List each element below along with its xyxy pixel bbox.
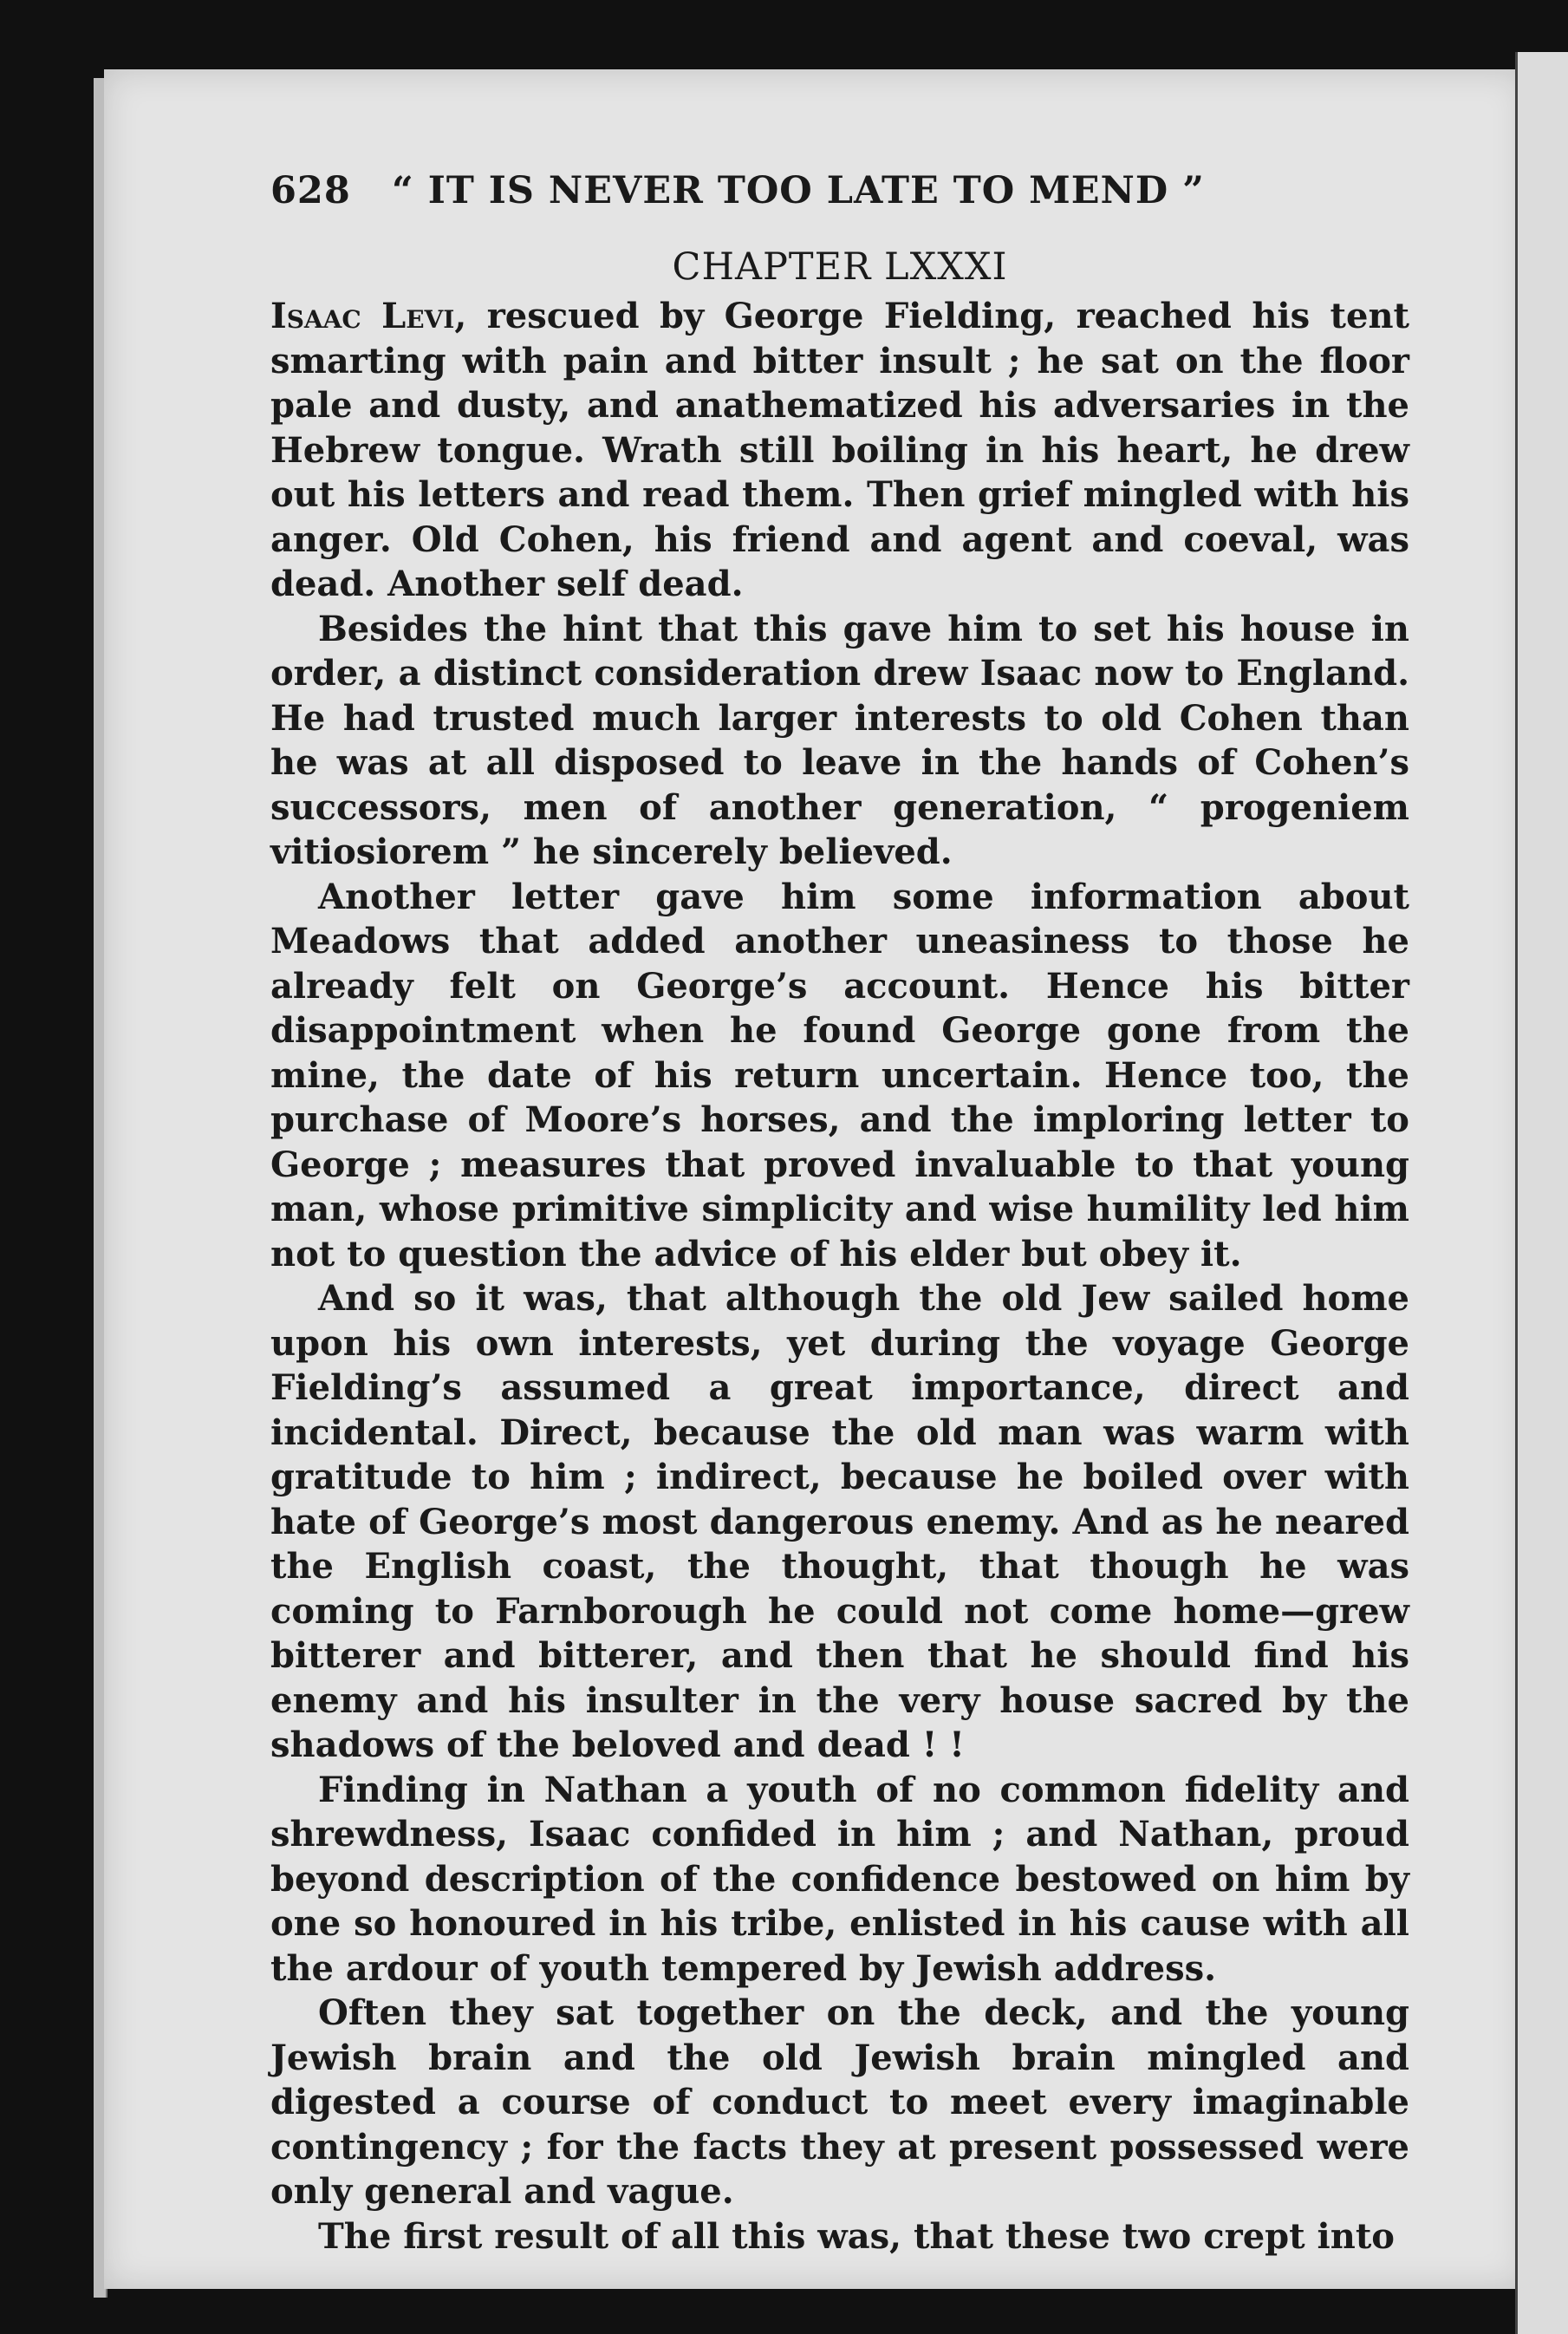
page-number: 628	[270, 169, 351, 212]
paragraph: And so it was, that although the old Jew sailed home upon his own interests, yet during the voyage George Fielding’s assumed a great importance, direct and incidental. Direct, because the old man was warm with gratitude to him ; indirect, because he boiled over with hate of George’s most dangerous enemy. And as he neared the English coast, the thought, that though he was coming to Farnborough he could not come home—grew bitterer and bitterer, and then that he should find his enemy and his insulter in the very house sacred by the shadows of the beloved and dead ! !	[270, 1278, 1409, 1765]
paragraph: Often they sat together on the deck, and the young Jewish brain and the old Jewish brain mingled and digested a course of conduct to meet every imaginable contingency ; for the facts they at present possessed were only general and vague.	[270, 1992, 1409, 2212]
paragraph	[270, 294, 1409, 607]
running-head	[270, 169, 1409, 221]
paragraph: Besides the hint that this gave him to set his house in order, a distinct consideration drew Isaac now to England. He had trusted much larger interests to old Cohen than he was at all disposed to leave in the hands of Cohen’s successors, men of another generation, “ progeniem vitiosiorem ” he sincerely believed.	[270, 608, 1409, 872]
running-title: “ IT IS NEVER TOO LATE TO MEND ”	[392, 169, 1205, 212]
paragraph-lead-small-caps: Isaac Levi,	[270, 296, 467, 336]
chapter-title: CHAPTER LXXXI	[672, 245, 1008, 289]
paragraph: Finding in Nathan a youth of no common fidelity and shrewdness, Isaac confided in him ; and Nathan, proud beyond description of the confidence bestowed on him by one so honoured in his tribe, enlisted in his cause with all the ardour of youth tempered by Jewish address.	[270, 1769, 1409, 1989]
text-block	[270, 169, 1409, 2259]
paragraph-text: rescued by George Fielding, reached his tent smarting with pain and bitter insult ; he sat on the floor pale and dusty, and anathematized his adversaries in the Hebrew tongue. Wrath still boiling in his heart, he drew out his letters and read them. Then grief mingled with his anger. Old Cohen, his friend and agent and coeval, was dead. Another self dead.	[270, 296, 1410, 604]
paragraph: Another letter gave him some information about Meadows that added another uneasiness to those he already felt on George’s account. Hence his bitter disappointment when he found George gone from the mine, the date of his return uncertain. Hence too, the purchase of Moore’s horses, and the imploring letter to George ; measures that proved invaluable to that young man, whose primitive simplicity and wise humility led him not to question the advice of his elder but obey it.	[270, 876, 1409, 1275]
paragraph: The first result of all this was, that these two crept into	[318, 2215, 1395, 2257]
page-right-edge	[1515, 52, 1568, 2334]
